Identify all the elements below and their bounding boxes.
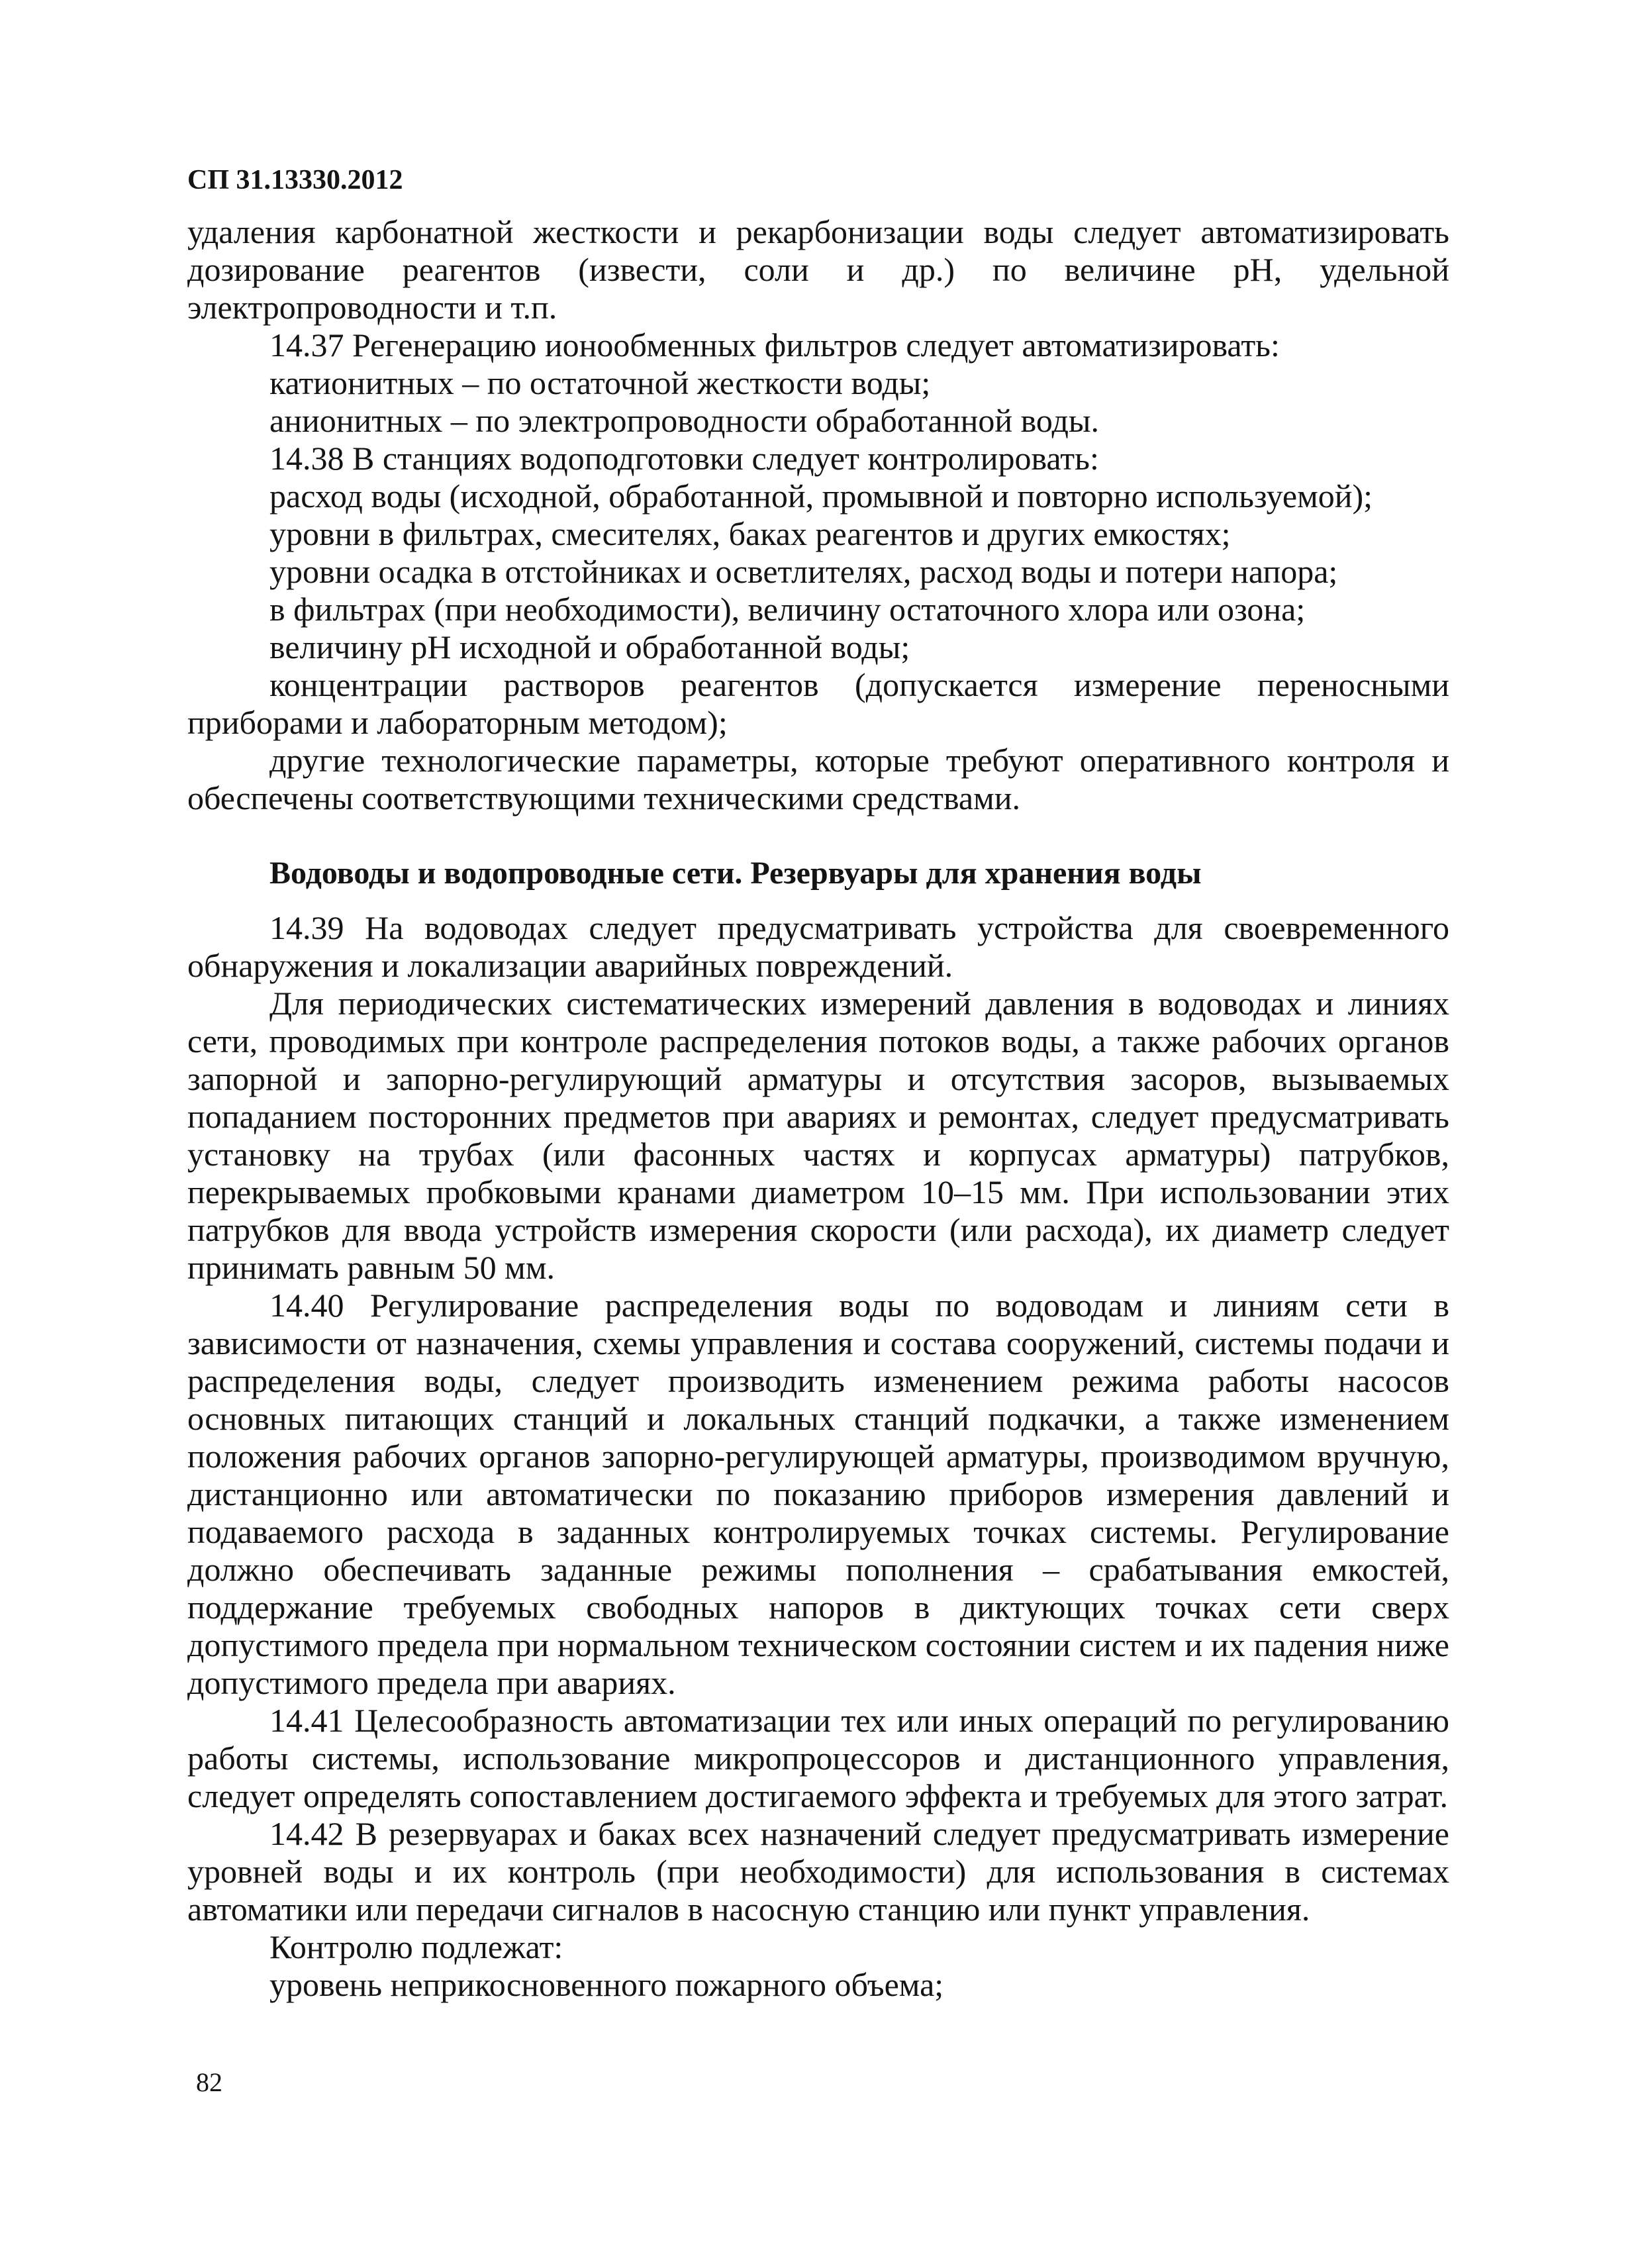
clause-14-38: 14.38 В станциях водоподготовки следует контролировать: <box>269 440 1099 477</box>
clause-14-41: 14.41 Целесообразность автоматизации тех или иных операций по регулированию работы системы, использование микропроцессоров и дистанционного управления, следует определять сопоставлением достигаемого эффекта и требуемых для этого затрат. <box>187 1702 1449 1814</box>
list-item: уровни осадка в отстойниках и осветлителях, расход воды и потери напора; <box>269 553 1338 590</box>
list-item: катионитных – по остаточной жесткости воды; <box>269 364 931 401</box>
list-item: в фильтрах (при необходимости), величину остаточного хлора или озона; <box>269 591 1306 628</box>
page-body <box>187 213 1449 2004</box>
section-heading: Водоводы и водопроводные сети. Резервуары для хранения воды <box>269 856 1202 891</box>
list-item: расход воды (исходной, обработанной, промывной и повторно используемой); <box>269 477 1373 515</box>
list-item: величину pH исходной и обработанной воды; <box>269 628 910 666</box>
clause-14-39: 14.39 На водоводах следует предусматривать устройства для своевременного обнаружения и локализации аварийных повреждений. <box>187 909 1449 984</box>
clause-14-37: 14.37 Регенерацию ионообменных фильтров следует автоматизировать: <box>269 326 1280 364</box>
clause-14-42: 14.42 В резервуарах и баках всех назначений следует предусматривать измерение уровней воды и их контроль (при необходимости) для использования в системах автоматики или передачи сигналов в насосную станцию или пункт управления. <box>187 1815 1449 1928</box>
document-code-header: СП 31.13330.2012 <box>187 165 403 195</box>
clause-14-40: 14.40 Регулирование распределения воды по водоводам и линиям сети в зависимости от назначения, схемы управления и состава сооружений, системы подачи и распределения воды, следует производить изменением режима работы насосов основных питающих станций и локальных станций подкачки, а также изменением положения рабочих органов запорно-регулирующей арматуры, производимом вручную, дистанционно или автоматически по показанию приборов измерения давлений и подаваемого расхода в заданных контролируемых точках системы. Регулирование должно обеспечивать заданные режимы пополнения – срабатывания емкостей, поддержание требуемых свободных напоров в диктующих точках сети сверх допустимого предела при нормальном техническом состоянии систем и их падения ниже допустимого предела при авариях. <box>187 1287 1449 1701</box>
paragraph-continuation: удаления карбонатной жесткости и рекарбонизации воды следует автоматизировать дозирование реагентов (извести, соли и др.) по величине pH, удельной электропроводности и т.п. <box>187 213 1449 326</box>
list-item: концентрации растворов реагентов (допускается измерение переносными приборами и лабораторным методом); <box>187 666 1449 741</box>
list-item: анионитных – по электропроводности обработанной воды. <box>269 402 1100 439</box>
paragraph: Контролю подлежат: <box>269 1928 563 1965</box>
list-item: другие технологические параметры, которые требуют оперативного контроля и обеспечены соответствующими техническими средствами. <box>187 742 1449 816</box>
list-item: уровни в фильтрах, смесителях, баках реагентов и других емкостях; <box>269 515 1231 552</box>
paragraph: Для периодических систематических измерений давления в водоводах и линиях сети, проводимых при контроле распределения потоков воды, а также рабочих органов запорной и запорно-регулирующий арматуры и отсутствия засоров, вызываемых попаданием посторонних предметов при авариях и ремонтах, следует предусматривать установку на трубах (или фасонных частях и корпусах арматуры) патрубков, перекрываемых пробковыми кранами диаметром 10–15 мм. При использовании этих патрубков для ввода устройств измерения скорости (или расхода), их диаметр следует принимать равным 50 мм. <box>187 985 1449 1286</box>
page-number: 82 <box>196 2067 222 2097</box>
list-item: уровень неприкосновенного пожарного объема; <box>269 1966 944 2003</box>
